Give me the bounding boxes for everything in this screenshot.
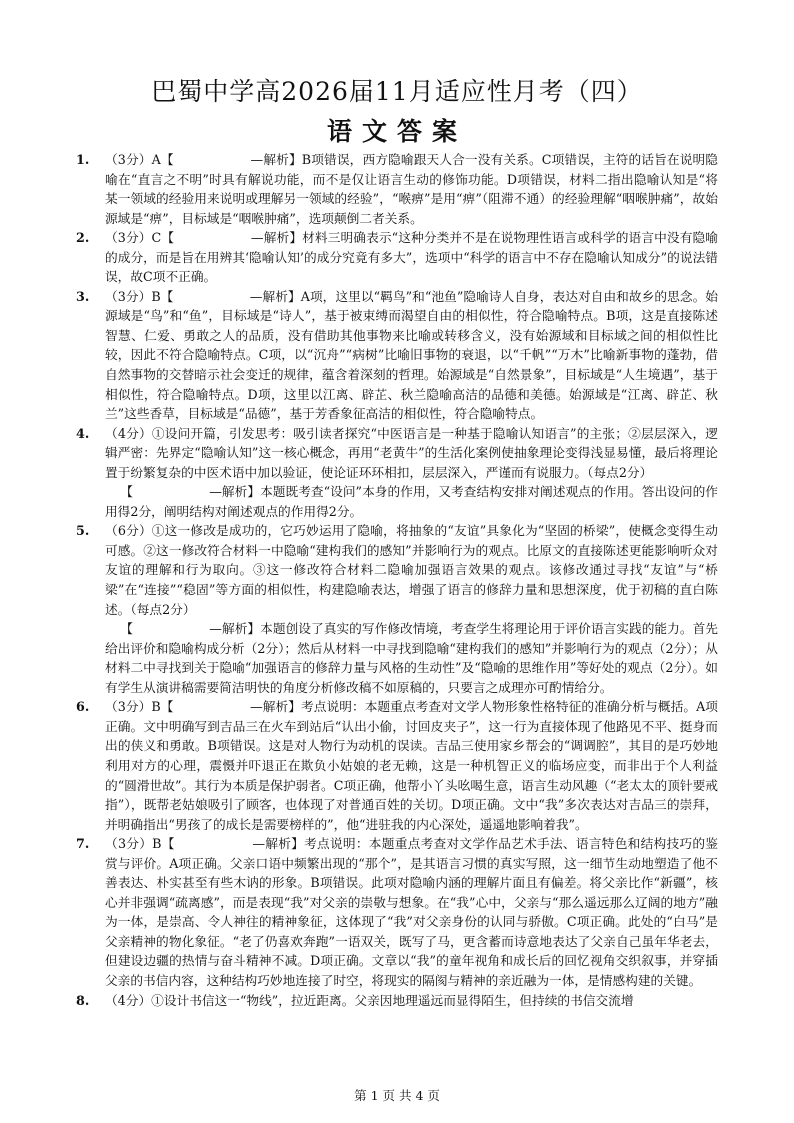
question-answer: （3分）B【 —解析】A项，这里以“羁鸟”和“池鱼”隐喻诗人自身，表达对自由和故乡的思念。始源域是“鸟”和“鱼”，目标域是“诗人”，基于被束缚而渴望自由的相似性，符合隐喻特点。B项，这是直接陈述智慧、仁爱、勇敢之人的品质，没有借助其他事物来比喻或转移含义，没有始源域和目标域之间的相似性比较，因此不符合隐喻特点。C项，以“沉舟”“病树”比喻旧事物的衰退，以“千帆”“万木”比喻新事物的蓬勃，借自然事物的交替暗示社会变迁的规律，蕴含着深刻的哲理。始源域是“自然景象”，目标域是“人生境遇”，基于相似性，符合隐喻特点。D项，这里以江离、辟芷、秋兰隐喻高洁的品德和美德。始源域是“江离、辟芷、秋兰”这些香草，目标域是“品德”，基于芳香象征高洁的相似性，符合隐喻特点。	[105, 288, 718, 422]
question-number: 4.	[76, 425, 90, 441]
question-number: 5.	[76, 523, 90, 539]
question-number: 2.	[76, 230, 90, 246]
answer-heading: 语文答案	[326, 117, 467, 146]
question-answer: （4分）①设问开篇，引发思考：吸引读者探究“中医语言是一种基于隐喻认知语言”的主张；②层层深入，逻辑严密：先界定“隐喻认知”这一核心概念，再用“老黄牛”的生活化案例使抽象理论变得浅显易懂，最后将理论置于纷繁复杂的中医术语中加以验证，使论证环环相扣，层层深入，严谨而有说服力。（每点2分）	[105, 425, 718, 480]
question-4-analysis: 【 —解析】本题既考查“设问”本身的作用，又考查结构安排对阐述观点的作用。答出设问的作用得2分，阐明结构对阐述观点的作用得2分。	[105, 484, 718, 519]
question-answer: （4分）①设计书信这一“物线”，拉近距离。父亲因地理遥远而显得陌生，但持续的书信交流增	[105, 992, 634, 1008]
question-1	[76, 150, 718, 228]
answer-body	[76, 150, 718, 1010]
question-answer: （3分）B【 —解析】考点说明：本题重点考查对文学作品艺术手法、语言特色和结构技巧的鉴赏与评价。A项正确。父亲口语中频繁出现的“那个”，是其语言习惯的真实写照，这一细节生动地塑造了他不善表达、朴实甚至有些木讷的形象。B项错误。此项对隐喻内涵的理解片面且有偏差。将父亲比作“新疆”，核心并非强调“疏离感”，而是表现“我”对父亲的崇敬与想象。在“我”心中，父亲与“那么遥远那么辽阔的地方”融为一体，是崇高、令人神往的精神象征，这体现了“我”对父亲身份的认同与骄傲。C项正确。此处的“白马”是父亲精神的物化象征。“老了仍喜欢奔跑”一语双关，既写了马，更含蓄而诗意地表达了父亲自己虽年华老去，但建设边疆的热情与奋斗精神不减。D项正确。文章以“我”的童年视角和成长后的回忆视角交织叙事，并穿插父亲的书信内容，这种结构巧妙地连接了时空，将现实的隔阂与精神的亲近融为一体，是情感构建的关键。	[105, 836, 718, 988]
question-number: 1.	[76, 152, 90, 167]
question-answer: （6分）①这一修改是成功的，它巧妙运用了隐喻，将抽象的“友谊”具象化为“坚固的桥梁”，使概念变得生动可感。②这一修改符合材料一中隐喻“建构我们的感知”并影响行为的观点。比原文的直接陈述更能影响听众对友谊的理解和行为取向。③这一修改符合材料二隐喻加强语言效果的观点。该修改通过寻找“友谊”与“桥梁”在“连接”“稳固”等方面的相似性，构建隐喻表达，增强了语言的修辞力量和思想深度，优于初稿的直白陈述。（每点2分）	[105, 523, 718, 617]
question-2	[76, 228, 718, 287]
question-8	[76, 991, 718, 1011]
question-4	[76, 424, 718, 483]
question-number: 7.	[76, 836, 90, 852]
question-answer: （3分）A【 —解析】B项错误，西方隐喻跟天人合一没有关系。C项错误，主符的话旨在说明隐喻在“直言之不明”时具有解说功能，而不是仅让语言生动的修饰功能。D项错误，材料二指出隐喻认知是“将某一领域的经验用来说明或理解另一领域的经验”，“喉痹”是用“痹”（阻滞不通）的经验理解“咽喉肿痛”，故始源域是“痹”，目标域是“咽喉肿痛”，选项颠倒二者关系。	[105, 152, 718, 226]
page-number: 第 1 页 共 4 页	[354, 1088, 440, 1103]
question-answer: （3分）B【 —解析】考点说明：本题重点考查对文学人物形象性格特征的准确分析与概括。A项正确。文中明确写到吉品三在火车到站后“认出小偷，讨回皮夹子”，这一行为直接体现了他路见不平、挺身而出的侠义和勇敢。B项错误。这是对人物行为动机的误读。吉品三使用家乡帮会的“调调腔”，其目的是巧妙地利用对方的心理，震慑并吓退正在欺负小姑娘的老无赖，这是一种机智正义的临场应变，而非出于个人利益的“圆滑世故”。其行为本质是保护弱者。C项正确，他帮小丫头吆喝生意，语言生动风趣（“老太太的顶针要戒指”），既帮老姑娘吸引了顾客，也体现了对普通百姓的关切。D项正确。文中“我”多次表达对吉品三的崇拜，并明确指出“男孩了的成长是需要榜样的”，他“进驻我的内心深处，遥遥地影响着我”。	[105, 699, 718, 832]
question-number: 3.	[76, 288, 90, 304]
question-answer: （3分）C【 —解析】材料三明确表示“这种分类并不是在说物理性语言或科学的语言中没有隐喻的成分，而是旨在用辨其‘隐喻认知’的成分究竟有多大”，选项中“科学的语言中不存在隐喻认知成分”的说法错误，故C项不正确。	[105, 230, 718, 285]
question-5	[76, 521, 718, 619]
exam-title: 巴蜀中学高2026届11月适应性月考（四）	[151, 77, 643, 106]
question-6	[76, 697, 718, 834]
question-3	[76, 287, 718, 424]
question-5-analysis: 【 —解析】本题创设了真实的写作修改情境，考查学生将理论用于评价语言实践的能力。首先给出评价和隐喻构成分析（2分）；然后从材料一中寻找到隐喻“建构我们的感知”并影响行为的观点（2分）；从材料二中寻找到关于隐喻“加强语言的修辞力量与风格的生动性”及“隐喻的思维作用”等好处的观点（2分）。如有学生从演讲稿需要简洁明快的角度分析修改稿不如原稿的，只要言之成理亦可酌情给分。	[105, 621, 718, 695]
question-number: 6.	[76, 699, 90, 715]
question-7	[76, 834, 718, 990]
question-number: 8.	[76, 992, 90, 1008]
